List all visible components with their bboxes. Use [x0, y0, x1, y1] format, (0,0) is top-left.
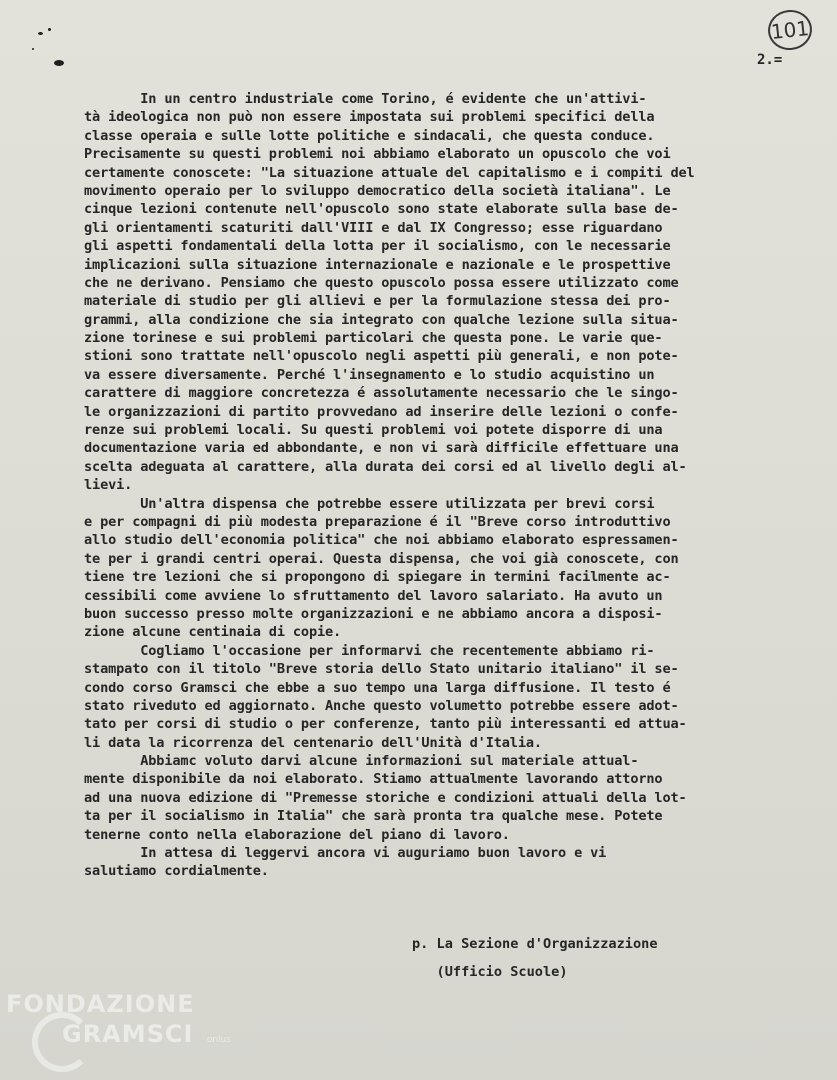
- ink-speck: [38, 32, 43, 35]
- text-line: certamente conoscete: "La situazione attuale del capitalismo e i compiti del: [84, 164, 695, 181]
- letter-body: [84, 90, 834, 881]
- text-line: implicazioni sulla situazione internazionale e nazionale e le prospettive: [84, 256, 671, 273]
- text-line: gli orientamenti scaturiti dall'VIII e dal IX Congresso; esse riguardano: [84, 219, 663, 236]
- text-line: ad una nuova edizione di "Premesse storiche e condizioni attuali della lot-: [84, 789, 687, 806]
- text-line: cinque lezioni contenute nell'opuscolo sono state elaborate sulla base de-: [84, 201, 679, 218]
- text-line: classe operaia e sulle lotte politiche e sindacali, che questa conduce.: [84, 127, 655, 144]
- text-line: mente disponibile da noi elaborato. Stiamo attualmente lavorando attorno: [84, 771, 663, 788]
- text-line: stampato con il titolo "Breve storia dello Stato unitario italiano" il se-: [84, 661, 679, 678]
- text-line: Precisamente su questi problemi noi abbiamo elaborato un opuscolo che voi: [84, 146, 671, 163]
- signature-office: (Ufficio Scuole): [412, 964, 568, 980]
- text-line: tato per corsi di studio o per conferenze, tanto più interessanti ed attua-: [84, 716, 687, 733]
- text-line: materiale di studio per gli allievi e per la formulazione stessa dei pro-: [84, 293, 671, 310]
- text-line: Un'altra dispensa che potrebbe essere utilizzata per brevi corsi: [84, 495, 655, 512]
- text-line: movimento operaio per lo sviluppo democratico della società italiana". Le: [84, 182, 671, 199]
- text-line: zione alcune centinaia di copie.: [84, 624, 342, 641]
- watermark-logo: [6, 990, 231, 1048]
- text-line: Cogliamo l'occasione per informarvi che recentemente abbiamo ri-: [84, 642, 655, 659]
- text-line: zione torinese e sui problemi particolari che questa pone. Le varie que-: [84, 330, 663, 347]
- text-line: renze sui problemi locali. Su questi problemi voi potete disporre di una: [84, 422, 663, 439]
- watermark-line: FONDAZIONE: [6, 990, 195, 1018]
- text-line: ta per il socialismo in Italia" che sarà pronta tra qualche mese. Potete: [84, 808, 663, 825]
- text-line: grammi, alla condizione che sia integrato con qualche lezione sulla situa-: [84, 311, 679, 328]
- text-line: In attesa di leggervi ancora vi auguriamo buon lavoro e vi: [84, 845, 607, 862]
- text-line: buon successo presso molte organizzazioni e ne abbiamo ancora a disposi-: [84, 605, 663, 622]
- text-line: che ne derivano. Pensiamo che questo opuscolo possa essere utilizzato come: [84, 274, 679, 291]
- text-line: cessibili come avviene lo sfruttamento del lavoro salariato. Ha avuto un: [84, 587, 663, 604]
- text-line: Abbiamc voluto darvi alcune informazioni sul materiale attual-: [84, 753, 639, 770]
- text-line: In un centro industriale come Torino, é evidente che un'attivi-: [84, 91, 647, 107]
- text-line: stioni sono trattate nell'opuscolo negli aspetti più generali, e non pote-: [84, 348, 679, 365]
- watermark-suffix: onlus: [206, 1035, 231, 1045]
- ink-speck: [48, 28, 51, 31]
- text-line: gli aspetti fondamentali della lotta per il socialismo, con le necessarie: [84, 238, 671, 255]
- watermark-line: GRAMSCI: [62, 1020, 194, 1048]
- text-line: stato riveduto ed aggiornato. Anche questo volumetto potrebbe essere adot-: [84, 697, 679, 714]
- text-line: tà ideologica non può non essere impostata sui problemi specifici della: [84, 109, 655, 126]
- text-line: lievi.: [84, 477, 133, 494]
- g-logo-icon: [32, 1012, 92, 1072]
- text-line: tiene tre lezioni che si propongono di spiegare in termini facilmente ac-: [84, 569, 671, 586]
- ink-speck: [54, 60, 64, 66]
- text-line: li data la ricorrenza del centenario dell'Unità d'Italia.: [84, 734, 542, 751]
- text-line: tenerne conto nella elaborazione del piano di lavoro.: [84, 826, 510, 843]
- text-line: carattere di maggiore concretezza é assolutamente necessario che le singo-: [84, 385, 679, 402]
- text-line: documentazione varia ed abbondante, e non vi sarà difficile effettuare una: [84, 440, 679, 457]
- text-line: va essere diversamente. Perché l'insegnamento e lo studio acquistino un: [84, 366, 655, 383]
- ink-speck: [32, 48, 34, 50]
- text-line: scelta adeguata al carattere, alla durata dei corsi ed al livello degli al-: [84, 458, 687, 475]
- text-line: te per i grandi centri operai. Questa dispensa, che voi già conoscete, con: [84, 550, 679, 567]
- text-line: allo studio dell'economia politica" che noi abbiamo elaborato espressamen-: [84, 532, 679, 549]
- text-line: le organizzazioni di partito provvedano ad inserire delle lezioni o confe-: [84, 403, 679, 420]
- signature-block: [412, 930, 658, 986]
- text-line: salutiamo cordialmente.: [84, 863, 269, 880]
- archive-number-stamp: 101: [766, 8, 814, 52]
- signature-line: p. La Sezione d'Organizzazione: [412, 936, 658, 952]
- text-line: e per compagni di più modesta preparazione é il "Breve corso introduttivo: [84, 513, 671, 530]
- text-line: condo corso Gramsci che ebbe a suo tempo una larga diffusione. Il testo é: [84, 679, 671, 696]
- page-number: 2.=: [757, 52, 783, 68]
